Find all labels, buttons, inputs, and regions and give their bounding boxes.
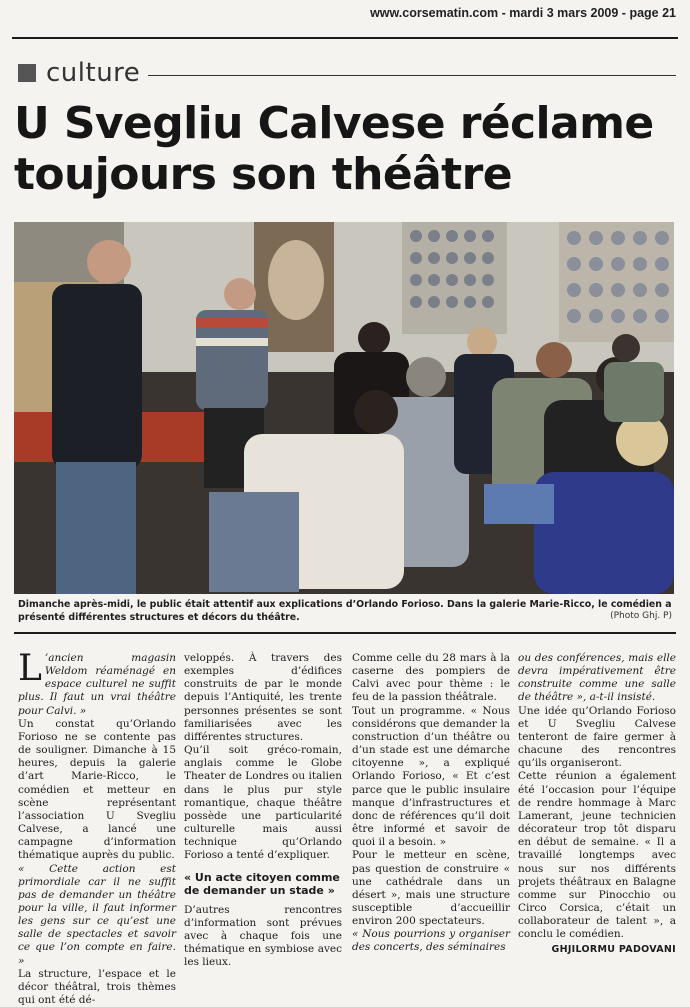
quote-text: ou des conférences, mais elle devra impérativement être construite comme une salle de théâtre », a-t-il insisté.	[518, 652, 676, 704]
paragraph: Tout un programme. « Nous considérons que demander la construction d’un théâtre ou d’un stade est une démarche citoyenne », a expliqué Orlando Forioso, « Et c’est parce que le public insulaire manque d’infrastructures et donc de références qu’il doit être informé et savoir de quoi il a besoin. »	[352, 704, 510, 849]
rubric-label: culture	[46, 58, 141, 88]
paragraph: La structure, l’espace et le décor théâtral, trois thèmes qui ont été dé-	[18, 967, 176, 1007]
article-photo	[14, 222, 674, 594]
article-column-4	[518, 652, 676, 957]
paragraph	[518, 652, 676, 705]
paragraph: Un constat qu’Orlando Forioso ne se contente pas de souligner. Dimanche à 15 heures, depuis la galerie d’art Marie-Ricco, le comédien et metteur en scène représentant l’association U Svegliu Calvese, a lancé une campagne d’information thématique auprès du public.	[18, 717, 176, 862]
paragraph	[18, 648, 176, 718]
drop-cap: L	[18, 648, 42, 689]
section-rubric	[18, 57, 676, 89]
headline: U Svegliu Calvese réclame toujours son théâtre	[14, 98, 654, 200]
article-column-2	[184, 652, 342, 969]
intertitle: « Un acte citoyen comme de demander un stade »	[184, 870, 340, 897]
paragraph	[352, 928, 510, 954]
page-header: www.corsematin.com - mardi 3 mars 2009 - page 21	[370, 6, 676, 20]
paragraph: Pour le metteur en scène, pas question de construire « une cathédrale dans un désert », mais une structure susceptible d’accueillir environ 200 spectateurs.	[352, 849, 510, 928]
lead-text: ’ancien magasin Weldom réaménagé en espace culturel ne suffit plus. Il faut un vrai théâtre pour Calvi. »	[18, 652, 176, 717]
photo-credit: (Photo Ghj. P)	[610, 611, 672, 621]
paragraph: Comme celle du 28 mars à la caserne des pompiers de Calvi avec pour thème : le feu de la passion théâtrale.	[352, 652, 510, 704]
rubric-square-icon	[18, 64, 36, 82]
header-rule	[12, 37, 678, 39]
author-signature: GHJILORMU PADOVANI	[551, 944, 676, 956]
paragraph: Cette réunion a également été l’occasion pour l’équipe de rendre hommage à Marc Lamerant, jeune technicien décorateur trop tôt disparu en début de semaine. « Il a travaillé longtemps avec nous sur nos différents projets théâtraux en Balagne comme sur Pinocchio ou Circo Corsica, c’était un collaborateur de talent », a conclu le comédien.	[518, 770, 676, 941]
paragraph: Qu’il soit gréco-romain, anglais comme le Globe Theater de Londres ou italien dans le plus pur style romantique, chaque théâtre possède une particularité culturelle mais aussi technique qu’Orlando Forioso a tenté d’expliquer.	[184, 744, 342, 862]
photo-caption: Dimanche après-midi, le public était attentif aux explications d’Orlando Forioso. Dans la galerie Marie-Ricco, le comédien a présenté différentes structures et décors du théâtre.	[18, 599, 672, 623]
article-column-1	[18, 648, 176, 1007]
quote-text: « Cette action est primordiale car il ne suffit pas de demander un théâtre pour la ville, il faut informer les gens sur ce qu’est une salle de spectacles et savoir ce que l’on compte en faire. »	[18, 862, 176, 967]
photo-illustration	[14, 222, 674, 594]
caption-rule	[14, 632, 676, 634]
article-column-3	[352, 652, 510, 955]
paragraph: Une idée qu’Orlando Forioso et U Svegliu Calvese tenteront de faire germer à chacune des rencontres qu’ils organiseront.	[518, 704, 676, 770]
paragraph	[18, 863, 176, 968]
rubric-rule	[148, 75, 676, 76]
paragraph: D’autres rencontres d’information sont prévues avec à chaque fois une thématique en symbiose avec les lieux.	[184, 903, 342, 969]
paragraph: veloppés. À travers des exemples d’édifices construits de par le monde depuis l’Antiquité, les trente personnes présentes se sont familiarisées avec les différentes structures.	[184, 652, 342, 743]
quote-text: « Nous pourrions y organiser des concerts, des séminaires	[352, 928, 510, 954]
